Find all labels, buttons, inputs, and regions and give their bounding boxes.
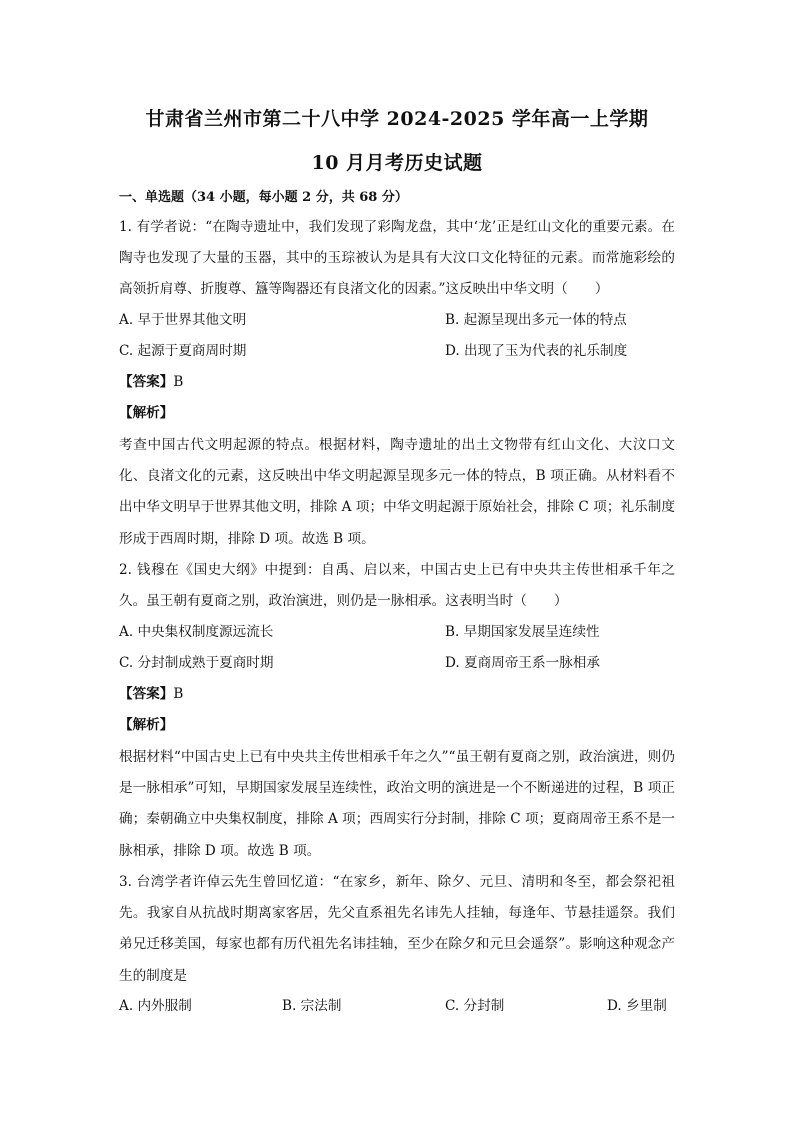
question-3-stem: 3. 台湾学者许倬云先生曾回忆道：“在家乡，新年、除夕、元旦、清明和冬至，都会祭祀祖先。我家自从抗战时期离家客居，先父直系祖先名讳先人挂轴，每逢年、节悬挂遥祭。我们弟兄迁移美国，每家也都有历代祖先名讳挂轴，至少在除夕和元旦会遥祭”。影响这种观念产生的制度是 <box>119 874 675 984</box>
answer-value: B <box>173 686 184 702</box>
question-2-options-row2 <box>119 651 675 675</box>
question-3-option-a: A. 内外服制 <box>119 998 192 1014</box>
question-1-stem: 1. 有学者说：“在陶寺遗址中，我们发现了彩陶龙盘，其中‘龙’正是红山文化的重要元素。在陶寺也发现了大量的玉器，其中的玉琮被认为是具有大汶口文化特征的元素。而常施彩绘的高领折肩尊、折腹尊、簋等陶器还有良渚文化的因素。”这反映出中华文明（ ） <box>119 219 675 298</box>
page-subtitle: 10 月月考历史试题 <box>311 152 483 174</box>
section-heading: 一、单选题（34 小题，每小题 2 分，共 68 分） <box>119 190 408 205</box>
question-2-option-d: D. 夏商周帝王系一脉相承 <box>445 655 600 671</box>
question-3-options <box>119 994 675 1018</box>
question-3-option-c: C. 分封制 <box>445 998 505 1014</box>
question-2-option-a: A. 中央集权制度源远流长 <box>119 624 274 640</box>
question-2-stem: 2. 钱穆在《国史大纲》中提到：自禹、启以来，中国古史上已有中央共主传世相承千年之久。虽王朝有夏商之别，政治演进，则仍是一脉相承。这表明当时（ ） <box>119 562 675 610</box>
question-1-options <box>119 308 675 332</box>
question-3-option-b: B. 宗法制 <box>282 998 342 1014</box>
question-1-analysis-label: 【解析】 <box>119 405 174 421</box>
question-1-option-a: A. 早于世界其他文明 <box>119 312 247 328</box>
page-title: 甘肃省兰州市第二十八中学 2024-2025 学年高一上学期 <box>145 108 649 130</box>
question-3-option-d: D. 乡里制 <box>607 998 667 1014</box>
question-1-option-b: B. 起源呈现出多元一体的特点 <box>445 312 627 328</box>
question-2-analysis: 根据材料“中国古史上已有中央共主传世相承千年之久”“虽王朝有夏商之别，政治演进，则仍是一脉相承”可知，早期国家发展呈连续性，政治文明的演进是一个不断递进的过程，B 项正确；秦朝确立中央集权制度，排除 A 项；西周实行分封制，排除 C 项；夏商周帝王系不是一脉相承，排除 D 项。故选 B 项。 <box>119 749 675 859</box>
answer-label: 【答案】 <box>119 686 174 702</box>
question-1-options-row2 <box>119 339 675 363</box>
question-2-options <box>119 620 675 644</box>
question-2-option-b: B. 早期国家发展呈连续性 <box>445 624 600 640</box>
question-1-option-c: C. 起源于夏商周时期 <box>119 343 247 359</box>
answer-value: B <box>173 374 184 390</box>
question-1-analysis: 考查中国古代文明起源的特点。根据材料，陶寺遗址的出土文物带有红山文化、大汶口文化、良渚文化的元素，这反映出中华文明起源呈现多元一体的特点，B 项正确。从材料看不出中华文明早于世界其他文明，排除 A 项；中华文明起源于原始社会，排除 C 项；礼乐制度形成于西周时期，排除 D 项。故选 B 项。 <box>119 437 675 547</box>
question-2-analysis-label: 【解析】 <box>119 717 174 733</box>
question-2-option-c: C. 分封制成熟于夏商时期 <box>119 655 274 671</box>
question-1-answer <box>119 370 183 394</box>
question-1-option-d: D. 出现了玉为代表的礼乐制度 <box>445 343 628 359</box>
answer-label: 【答案】 <box>119 374 174 390</box>
question-2-answer <box>119 682 183 706</box>
